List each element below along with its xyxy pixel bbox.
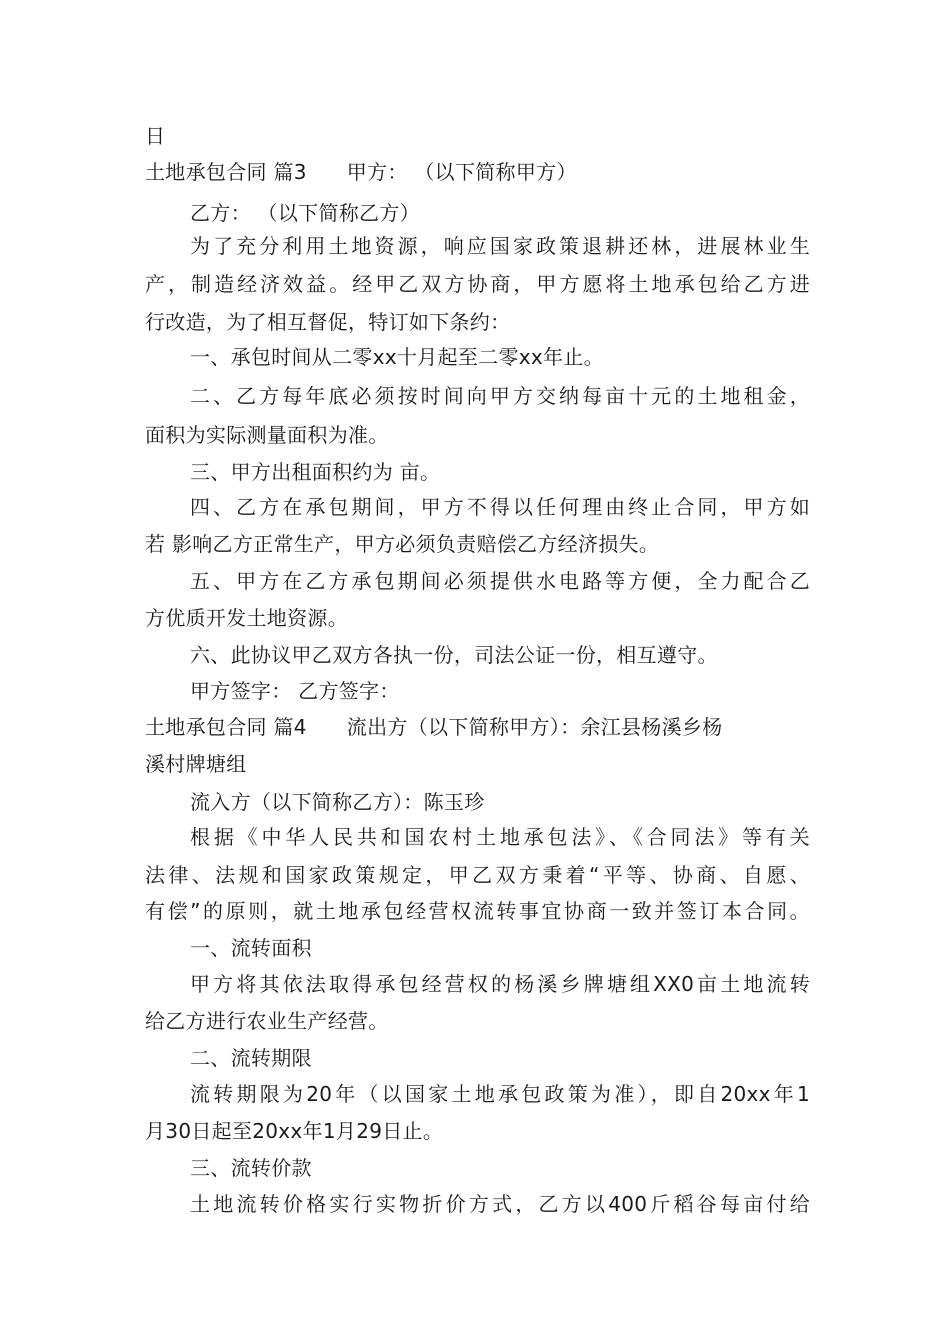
- text-line: 三、甲方出租面积约为 亩。: [190, 460, 441, 484]
- text-line: 土地流转价格实行实物折价方式，乙方以400斤稻谷每亩付给: [190, 1192, 810, 1216]
- text-line: 一、承包时间从二零xx十月起至二零xx年止。: [190, 345, 604, 369]
- text-line: 六、此协议甲乙双方各执一份，司法公证一份，相互遵守。: [190, 643, 718, 667]
- text-line: 溪村牌塘组: [145, 752, 247, 776]
- contract-heading-line: [145, 713, 810, 741]
- section-heading: 三、流转价款: [190, 1156, 312, 1180]
- text-line: 流入方（以下简称乙方）：陈玉珍: [190, 790, 485, 814]
- text-line: 给乙方进行农业生产经营。: [145, 1009, 389, 1033]
- text-line: 四、乙方在承包期间，甲方不得以任何理由终止合同，甲方如: [190, 495, 810, 519]
- text-line: 行改造，为了相互督促，特订如下条约：: [145, 310, 511, 334]
- text-line: 流转期限为20年（以国家土地承包政策为准），即自20xx年1: [190, 1082, 810, 1106]
- text-line: 五、甲方在乙方承包期间必须提供水电路等方便，全力配合乙: [190, 569, 810, 593]
- text-line: 根据《中华人民共和国农村土地承包法》、《合同法》等有关: [190, 825, 810, 849]
- text-line: 流出方（以下简称甲方）：余江县杨溪乡杨: [346, 715, 723, 739]
- signature-line: 甲方签字： 乙方签字：: [190, 679, 400, 703]
- text-line: 甲方： （以下简称甲方）: [346, 160, 577, 184]
- contract-heading-line: [145, 158, 810, 186]
- text-line: 法律、法规和国家政策规定，甲乙双方秉着“平等、协商、自愿、: [145, 863, 810, 887]
- section-heading: 一、流转面积: [190, 936, 312, 960]
- section-heading: 二、流转期限: [190, 1046, 312, 1070]
- text-line: 二、乙方每年底必须按时间向甲方交纳每亩十元的土地租金，: [190, 384, 810, 408]
- text-line: 甲方将其依法取得承包经营权的杨溪乡牌塘组XX0亩土地流转: [190, 972, 810, 996]
- text-line: 日: [145, 124, 166, 148]
- text-line: 面积为实际测量面积为准。: [145, 423, 389, 447]
- contract-heading: 土地承包合同 篇4: [145, 715, 307, 739]
- text-line: 方优质开发土地资源。: [145, 606, 348, 630]
- text-line: 乙方： （以下简称乙方）: [190, 201, 420, 225]
- text-line: 若 影响乙方正常生产，甲方必须负责赔偿乙方经济损失。: [145, 532, 660, 556]
- text-line: 为了充分利用土地资源，响应国家政策退耕还林，进展林业生: [190, 234, 810, 258]
- text-line: 月30日起至20xx年1月29日止。: [145, 1119, 444, 1143]
- text-line: 有偿”的原则，就土地承包经营权流转事宜协商一致并签订本合同。: [145, 899, 810, 923]
- contract-heading: 土地承包合同 篇3: [145, 160, 307, 184]
- text-line: 产，制造经济效益。经甲乙双方协商，甲方愿将土地承包给乙方进: [145, 272, 810, 296]
